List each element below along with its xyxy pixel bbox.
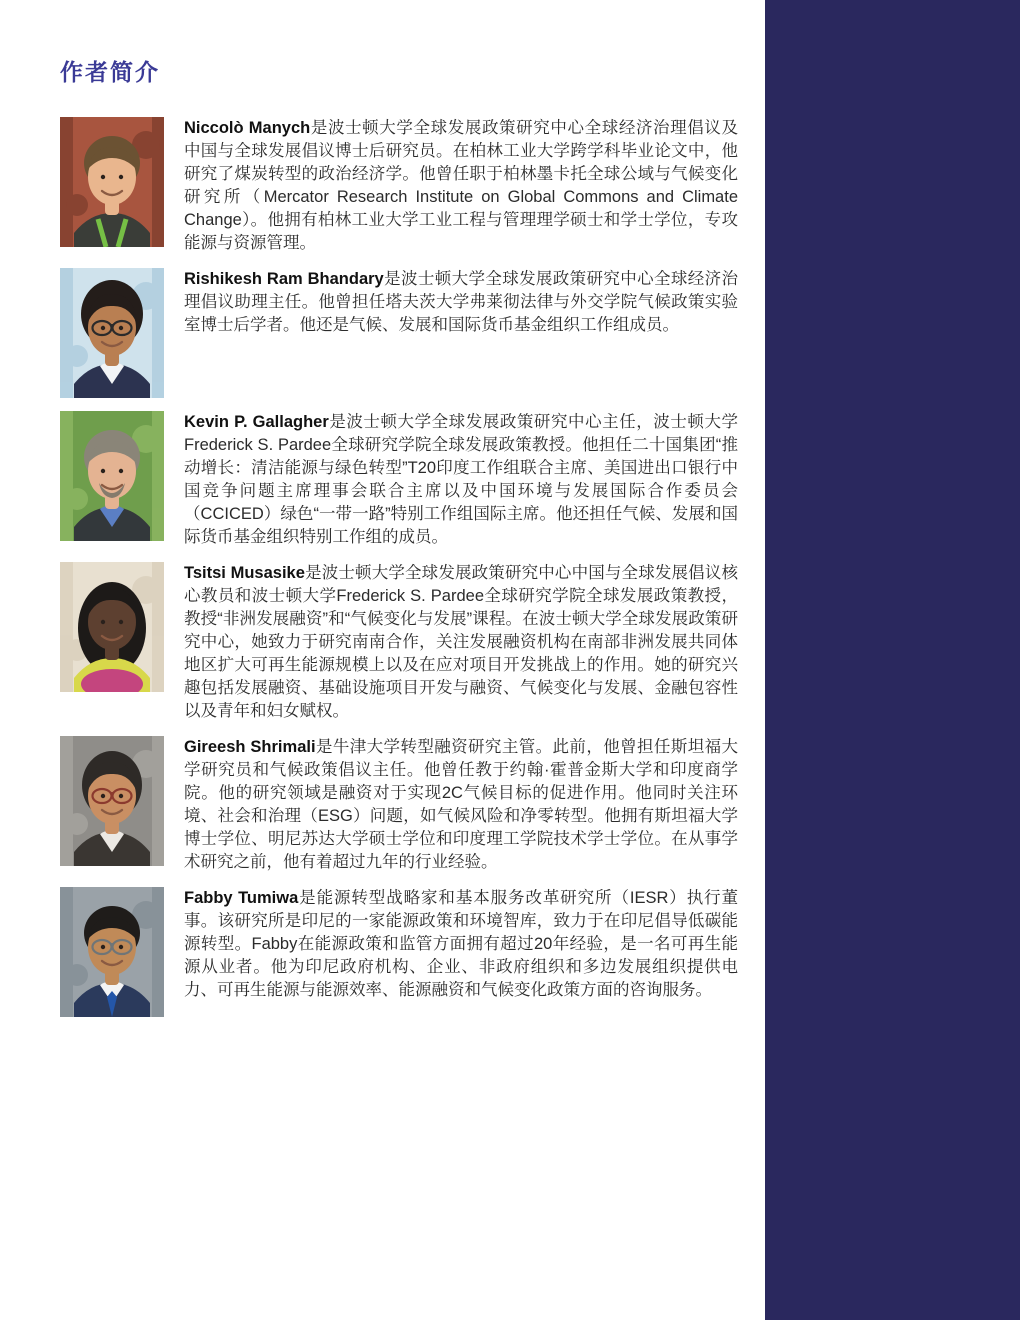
author-photo: [60, 887, 164, 1017]
author-bio: 是波士顿大学全球发展政策研究中心全球经济治理倡议助理主任。他曾担任塔夫茨大学弗莱彻法律与外交学院气候政策实验室博士后学者。他还是气候、发展和国际货币基金组织工作组成员。: [184, 270, 739, 334]
author-name: Tsitsi Musasike: [184, 564, 305, 582]
author-bio: 是波士顿大学全球发展政策研究中心主任，波士顿大学Frederick S. Pardee全球研究学院全球发展政策教授。他担任二十国集团“推动增长：清洁能源与绿色转型”T20印度工作组联合主席、美国进出口银行中国竞争问题主席理事会联合主席以及中国环境与发展国际合作委员会（CCICED）绿色“一带一路”特别工作组国际主席。他还担任气候、发展和国际货币基金组织特别工作组的成员。: [184, 413, 738, 546]
author-bio: 是波士顿大学全球发展政策研究中心中国与全球发展倡议核心教员和波士顿大学Frederick S. Pardee全球研究学院全球发展政策教授，教授“非洲发展融资”和“气候变化与发展”课程。在波士顿大学全球发展政策研究中心，她致力于研究南南合作，关注发展融资机构在南部非洲发展共同体地区扩大可再生能源规模上以及在应对项目开发挑战上的作用。她的研究兴趣包括发展融资、基础设施项目开发与融资、气候变化与发展、金融包容性以及青年和妇女赋权。: [184, 564, 738, 720]
author-photo: [60, 736, 164, 866]
author-bio-row: [60, 736, 740, 874]
author-photo: [60, 117, 164, 247]
author-bio-text: [184, 887, 738, 1002]
author-name: Gireesh Shrimali: [184, 738, 316, 756]
author-name: Rishikesh Ram Bhandary: [184, 270, 384, 288]
author-bio-text: [184, 736, 738, 874]
author-bio-text: [184, 562, 738, 723]
page-title: 作者简介: [60, 59, 160, 85]
author-bio-text: [184, 268, 738, 337]
author-bio-row: [60, 562, 740, 723]
author-name: Niccolò Manych: [184, 119, 311, 137]
author-name: Fabby Tumiwa: [184, 889, 299, 907]
author-bio: 是能源转型战略家和基本服务改革研究所（IESR）执行董事。该研究所是印尼的一家能源政策和环境智库，致力于在印尼倡导低碳能源转型。Fabby在能源政策和监管方面拥有超过20年经验，是一名可再生能源从业者。他为印尼政府机构、企业、非政府组织和多边发展组织提供电力、可再生能源与能源效率、能源融资和气候变化政策方面的咨询服务。: [184, 889, 738, 999]
author-bio-row: [60, 887, 740, 1017]
author-bio-text: [184, 117, 738, 255]
author-bio-text: [184, 411, 738, 549]
author-bio-row: [60, 411, 740, 549]
author-photo: [60, 411, 164, 541]
author-bio-row: [60, 117, 740, 255]
content-area: [60, 54, 740, 1030]
author-bio: 是牛津大学转型融资研究主管。此前，他曾担任斯坦福大学研究员和气候政策倡议主任。他曾任教于约翰·霍普金斯大学和印度商学院。他的研究领域是融资对于实现2C气候目标的促进作用。他同时关注环境、社会和治理（ESG）问题，如气候风险和净零转型。他拥有斯坦福大学博士学位、明尼苏达大学硕士学位和印度理工学院技术学士学位。在从事学术研究之前，他有着超过九年的行业经验。: [184, 738, 739, 871]
author-photo: [60, 268, 164, 398]
right-sidebar-band: [765, 0, 1020, 1320]
author-name: Kevin P. Gallagher: [184, 413, 329, 431]
author-bio-row: [60, 268, 740, 398]
author-bio: 是波士顿大学全球发展政策研究中心全球经济治理倡议及中国与全球发展倡议博士后研究员。在柏林工业大学跨学科毕业论文中，他研究了煤炭转型的政治经济学。他曾任职于柏林墨卡托全球公域与气候变化研究所（Mercator Research Institute on Global Commons and Climate Change）。他拥有柏林工业大学工业工程与管理理学硕士和学士学位，专攻能源与资源管理。: [184, 119, 738, 252]
author-photo: [60, 562, 164, 692]
